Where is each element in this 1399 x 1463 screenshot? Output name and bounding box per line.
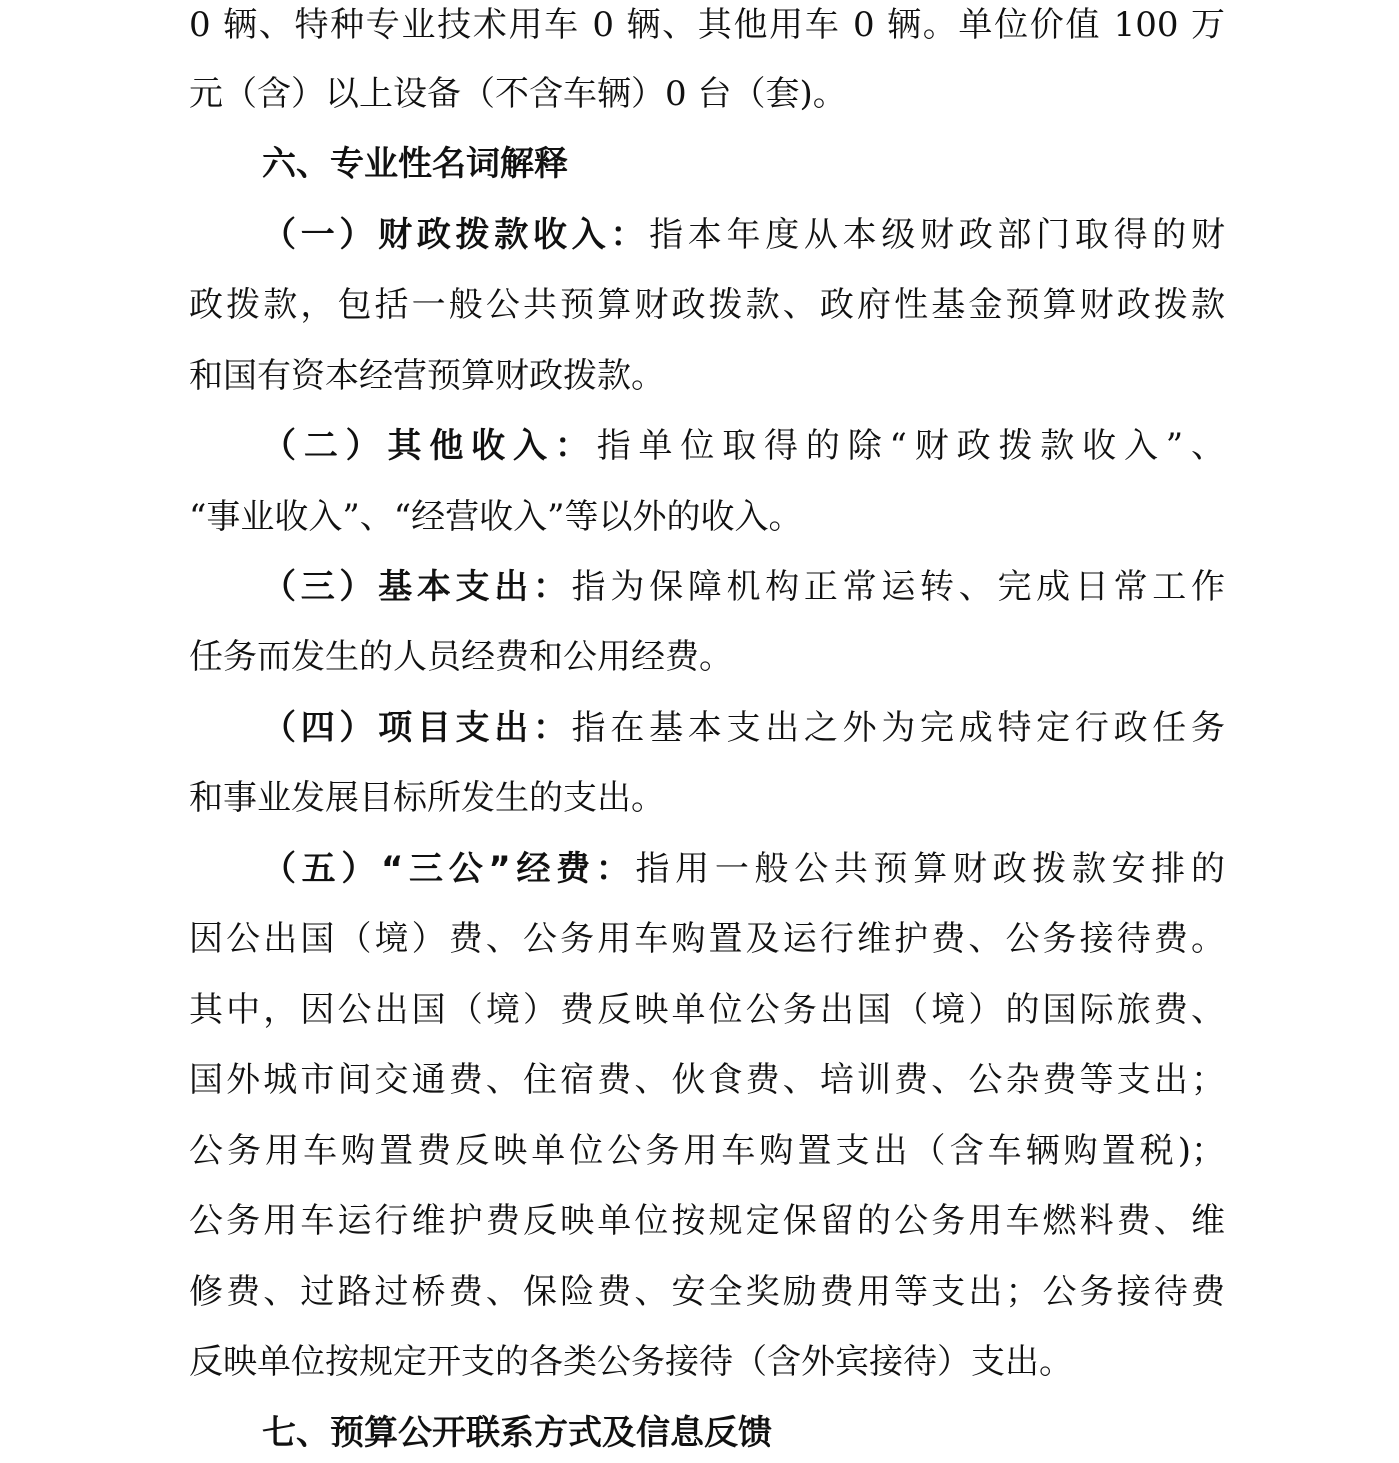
body-text-line: 公务用车购置费反映单位公务用车购置支出（含车辆购置税)；	[189, 1131, 1225, 1171]
body-text-line: 政拨款，包括一般公共预算财政拨款、政府性基金预算财政拨款	[189, 285, 1225, 325]
definition-term: （一）财政拨款收入：	[262, 215, 650, 255]
body-text-line: 和国有资本经营预算财政拨款。	[189, 356, 665, 396]
body-text-line: 因公出国（境）费、公务用车购置及运行维护费、公务接待费。	[189, 919, 1225, 959]
definition-term: （五）“三公”经费：	[262, 849, 636, 889]
definition-item-3: （三）基本支出：指为保障机构正常运转、完成日常工作	[262, 567, 1225, 607]
definition-term: （三）基本支出：	[262, 567, 572, 607]
body-text-line: 反映单位按规定开支的各类公务接待（含外宾接待）支出。	[189, 1342, 1073, 1382]
body-text-line: “事业收入”、“经营收入”等以外的收入。	[189, 497, 803, 537]
body-text-line: 和事业发展目标所发生的支出。	[189, 778, 665, 818]
body-text-line: 公务用车运行维护费反映单位按规定保留的公务用车燃料费、维	[189, 1201, 1225, 1241]
definition-item-4: （四）项目支出：指在基本支出之外为完成特定行政任务	[262, 708, 1225, 748]
section-heading-7: 七、预算公开联系方式及信息反馈	[262, 1413, 772, 1453]
body-text-line: 国外城市间交通费、住宿费、伙食费、培训费、公杂费等支出；	[189, 1060, 1225, 1100]
definition-item-5: （五）“三公”经费：指用一般公共预算财政拨款安排的	[262, 849, 1225, 889]
body-text-line: 其中，因公出国（境）费反映单位公务出国（境）的国际旅费、	[189, 990, 1225, 1030]
definition-item-2: （二）其他收入：指单位取得的除“财政拨款收入”、	[262, 426, 1225, 466]
body-text-line: 元（含）以上设备（不含车辆）0 台（套)。	[189, 74, 847, 114]
section-heading-6: 六、专业性名词解释	[262, 144, 568, 184]
definition-item-1: （一）财政拨款收入：指本年度从本级财政部门取得的财	[262, 215, 1225, 255]
body-text-line: 0 辆、特种专业技术用车 0 辆、其他用车 0 辆。单位价值 100 万	[189, 5, 1225, 45]
definition-term: （四）项目支出：	[262, 708, 572, 748]
body-text-line: 任务而发生的人员经费和公用经费。	[189, 637, 733, 677]
definition-term: （二）其他收入：	[262, 426, 597, 466]
body-text-line: 修费、过路过桥费、保险费、安全奖励费用等支出；公务接待费	[189, 1272, 1225, 1312]
